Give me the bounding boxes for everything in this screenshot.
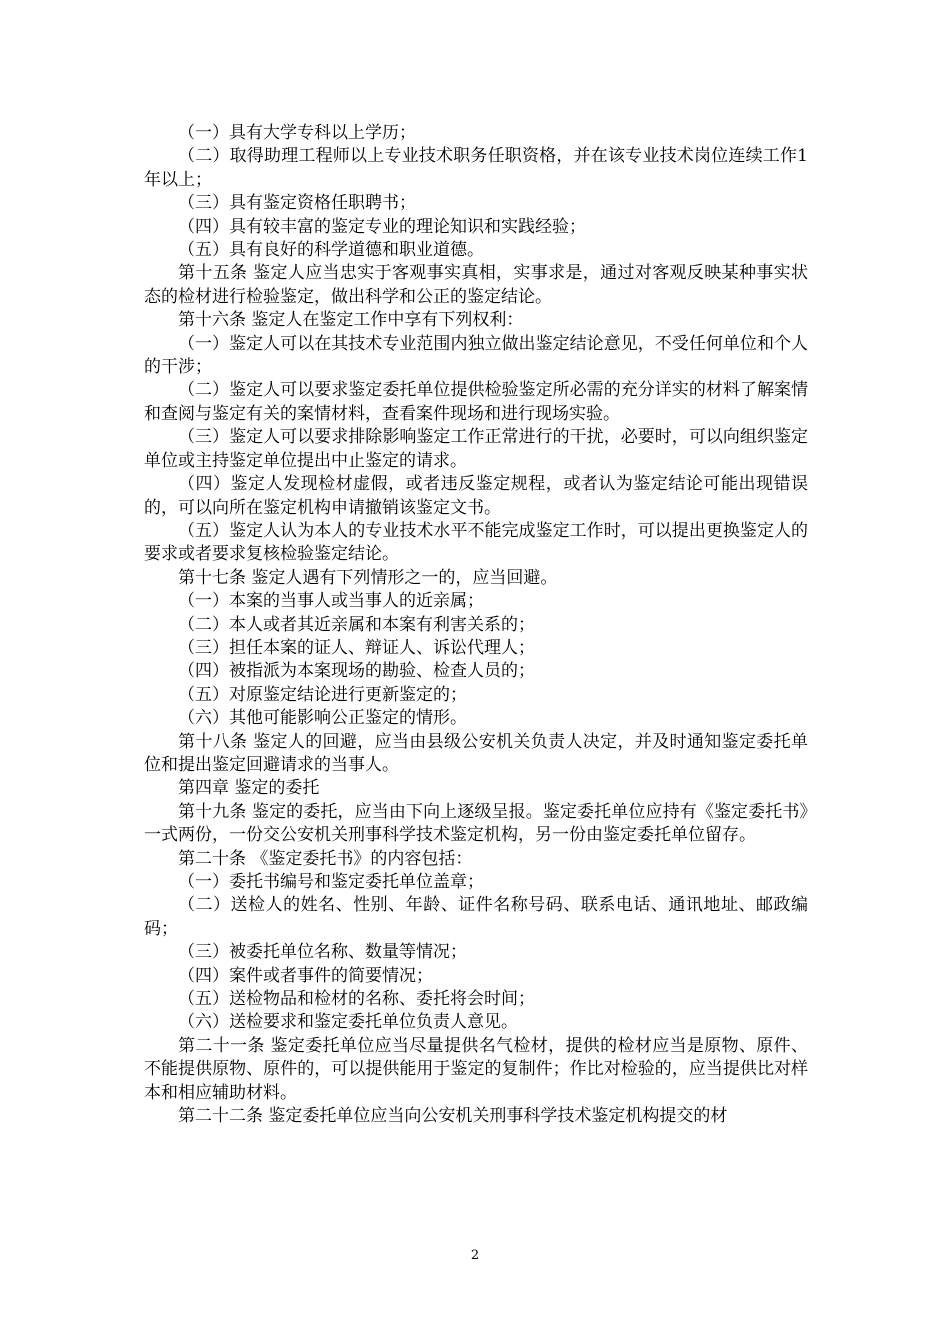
paragraph: 第二十二条 鉴定委托单位应当向公安机关刑事科学技术鉴定机构提交的材: [178, 1106, 728, 1127]
paragraph: （一）本案的当事人或当事人的近亲属；: [178, 591, 484, 612]
paragraph: （一）委托书编号和鉴定委托单位盖章；: [178, 872, 484, 892]
paragraph: （四）具有较丰富的鉴定专业的理论知识和实践经验；: [178, 216, 586, 237]
paragraph: 第二十条 《鉴定委托书》的内容包括：: [178, 848, 473, 869]
paragraph: （二）送检人的姓名、性别、年龄、证件名称号码、联系电话、通讯地址、邮政编码；: [144, 895, 808, 939]
paragraph: （一）鉴定人可以在其技术专业范围内独立做出鉴定结论意见，不受任何单位和个人的干涉；: [144, 333, 808, 378]
paragraph: 第四章 鉴定的委托: [178, 778, 320, 799]
paragraph: （三）具有鉴定资格任职聘书；: [178, 193, 416, 214]
paragraph: （四）被指派为本案现场的勘验、检查人员的；: [178, 661, 535, 682]
paragraph: 第十六条 鉴定人在鉴定工作中享有下列权利：: [178, 310, 524, 331]
paragraph: 第二十一条 鉴定委托单位应当尽量提供名气检材，提供的检材应当是原物、原件、不能提供原物、原件的，可以提供能用于鉴定的复制件；作比对检验的，应当提供比对样本和相应辅助材料。: [144, 1035, 808, 1103]
paragraph: 第十七条 鉴定人遇有下列情形之一的，应当回避。: [178, 567, 558, 588]
paragraph: （四）鉴定人发现检材虚假，或者违反鉴定规程，或者认为鉴定结论可能出现错误的，可以向所在鉴定机构申请撤销该鉴定文书。: [144, 474, 808, 518]
page-number: 2: [470, 1248, 480, 1263]
paragraph: （六）其他可能影响公正鉴定的情形。: [178, 708, 467, 729]
paragraph: （五）送检物品和检材的名称、委托将会时间；: [178, 989, 535, 1010]
paragraph: （一）具有大学专科以上学历；: [178, 123, 416, 143]
document-body: [144, 122, 808, 1128]
paragraph: （三）被委托单位名称、数量等情况；: [178, 942, 467, 963]
paragraph: （六）送检要求和鉴定委托单位负责人意见。: [178, 1012, 518, 1033]
paragraph: 第十九条 鉴定的委托，应当由下向上逐级呈报。鉴定委托单位应持有《鉴定委托书》一式两份，一份交公安机关刑事科学技术鉴定机构，另一份由鉴定委托单位留存。: [144, 801, 808, 846]
paragraph: （二）鉴定人可以要求鉴定委托单位提供检验鉴定所必需的充分详实的材料了解案情和查阅与鉴定有关的案情材料，查看案件现场和进行现场实验。: [144, 380, 808, 424]
paragraph: （四）案件或者事件的简要情况；: [178, 965, 433, 986]
paragraph: （五）对原鉴定结论进行更新鉴定的；: [178, 684, 467, 705]
paragraph: （二）取得助理工程师以上专业技术职务任职资格，并在该专业技术岗位连续工作1年以上；: [144, 146, 808, 190]
paragraph: 第十五条 鉴定人应当忠实于客观事实真相，实事求是，通过对客观反映某种事实状态的检材进行检验鉴定，做出科学和公正的鉴定结论。: [144, 263, 808, 307]
paragraph: （三）担任本案的证人、辩证人、诉讼代理人；: [178, 637, 535, 658]
paragraph: 第十八条 鉴定人的回避，应当由县级公安机关负责人决定，并及时通知鉴定委托单位和提出鉴定回避请求的当事人。: [144, 731, 808, 775]
paragraph: （五）鉴定人认为本人的专业技术水平不能完成鉴定工作时，可以提出更换鉴定人的要求或者要求复核检验鉴定结论。: [144, 520, 808, 565]
paragraph: （二）本人或者其近亲属和本案有利害关系的；: [178, 614, 535, 635]
paragraph: （三）鉴定人可以要求排除影响鉴定工作正常进行的干扰，必要时，可以向组织鉴定单位或主持鉴定单位提出中止鉴定的请求。: [144, 427, 808, 471]
paragraph: （五）具有良好的科学道德和职业道德。: [178, 240, 484, 261]
